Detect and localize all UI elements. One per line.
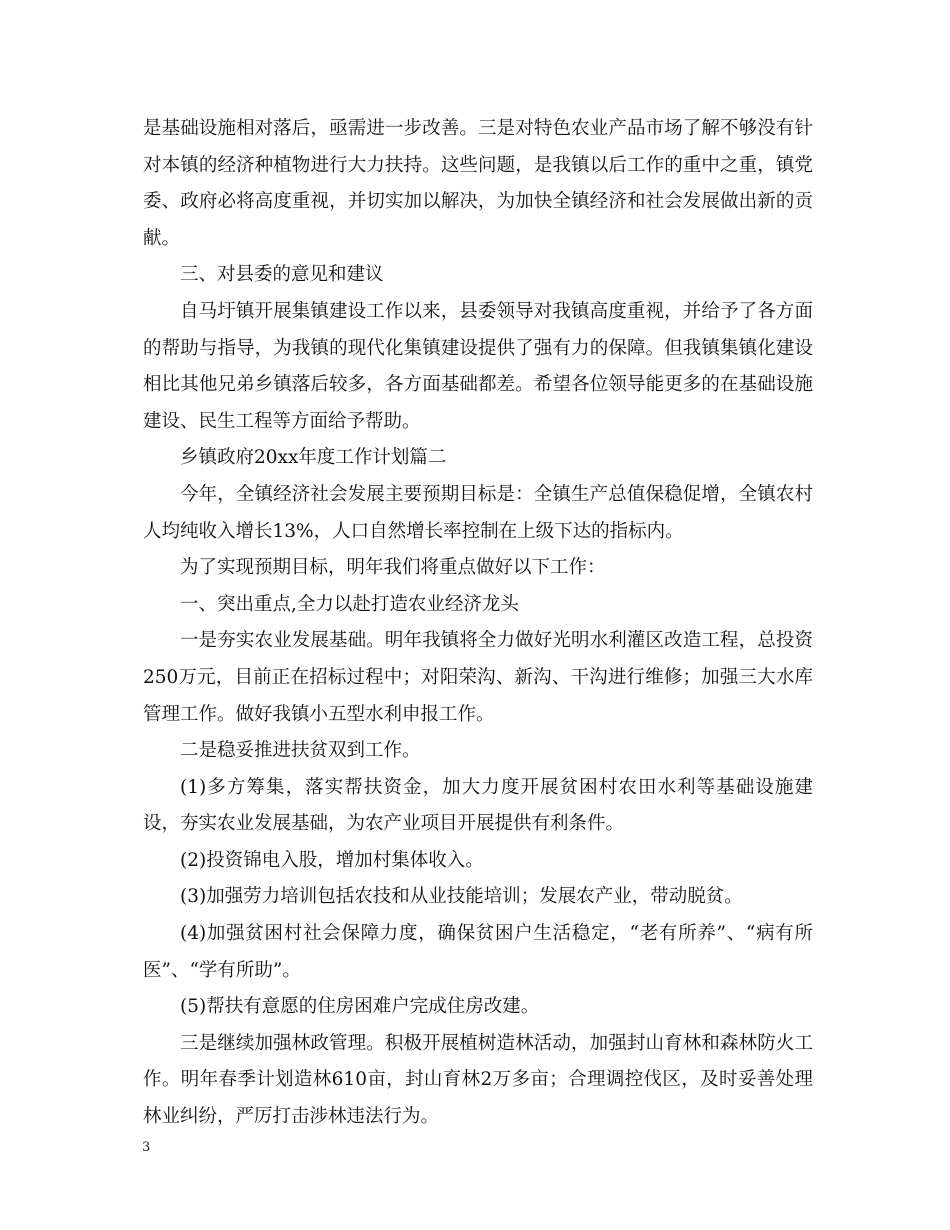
list-item: (5)帮扶有意愿的住房困难户完成住房改建。	[180, 996, 540, 1018]
page-number: 3	[142, 1140, 151, 1155]
article-title: 乡镇政府20xx年度工作计划篇二	[180, 447, 447, 469]
list-item: (4)加强贫困村社会保障力度，确保贫困户生活稳定，“老有所养”、“病有所医”、“学有所助”。	[143, 923, 813, 981]
list-item: (2)投资锦电入股，增加村集体收入。	[180, 849, 484, 871]
paragraph: 今年，全镇经济社会发展主要预期目标是：全镇生产总值保稳促增，全镇农村人均纯收入增长13%，人口自然增长率控制在上级下达的指标内。	[143, 483, 813, 542]
list-item: (3)加强劳力培训包括农技和从业技能培训；发展农产业，带动脱贫。	[180, 886, 743, 908]
document-body	[143, 111, 813, 1136]
paragraph: 二是稳妥推进扶贫双到工作。	[180, 740, 421, 762]
section-heading: 三、对县委的意见和建议	[180, 264, 384, 286]
section-heading: 一、突出重点,全力以赴打造农业经济龙头	[180, 593, 519, 615]
paragraph: 一是夯实农业发展基础。明年我镇将全力做好光明水利灌区改造工程，总投资250万元，目前正在招标过程中；对阳荣沟、新沟、干沟进行维修；加强三大水库管理工作。做好我镇小五型水利申报工作。	[143, 630, 813, 725]
paragraph: 是基础设施相对落后，亟需进一步改善。三是对特色农业产品市场了解不够没有针对本镇的经济种植物进行大力扶持。这些问题，是我镇以后工作的重中之重，镇党委、政府必将高度重视，并切实加以解决，为加快全镇经济和社会发展做出新的贡献。	[143, 118, 813, 249]
list-item: (1)多方筹集，落实帮扶资金，加大力度开展贫困村农田水利等基础设施建设，夯实农业发展基础，为农产业项目开展提供有利条件。	[143, 776, 813, 835]
paragraph: 三是继续加强林政管理。积极开展植树造林活动，加强封山育林和森林防火工作。明年春季计划造林610亩，封山育林2万多亩；合理调控伐区，及时妥善处理林业纠纷，严厉打击涉林违法行为。	[143, 1032, 813, 1128]
paragraph: 自马圩镇开展集镇建设工作以来，县委领导对我镇高度重视，并给予了各方面的帮助与指导，为我镇的现代化集镇建设提供了强有力的保障。但我镇集镇化建设相比其他兄弟乡镇落后较多，各方面基础都差。希望各位领导能更多的在基础设施建设、民生工程等方面给予帮助。	[143, 300, 813, 432]
paragraph: 为了实现预期目标，明年我们将重点做好以下工作：	[180, 557, 606, 579]
